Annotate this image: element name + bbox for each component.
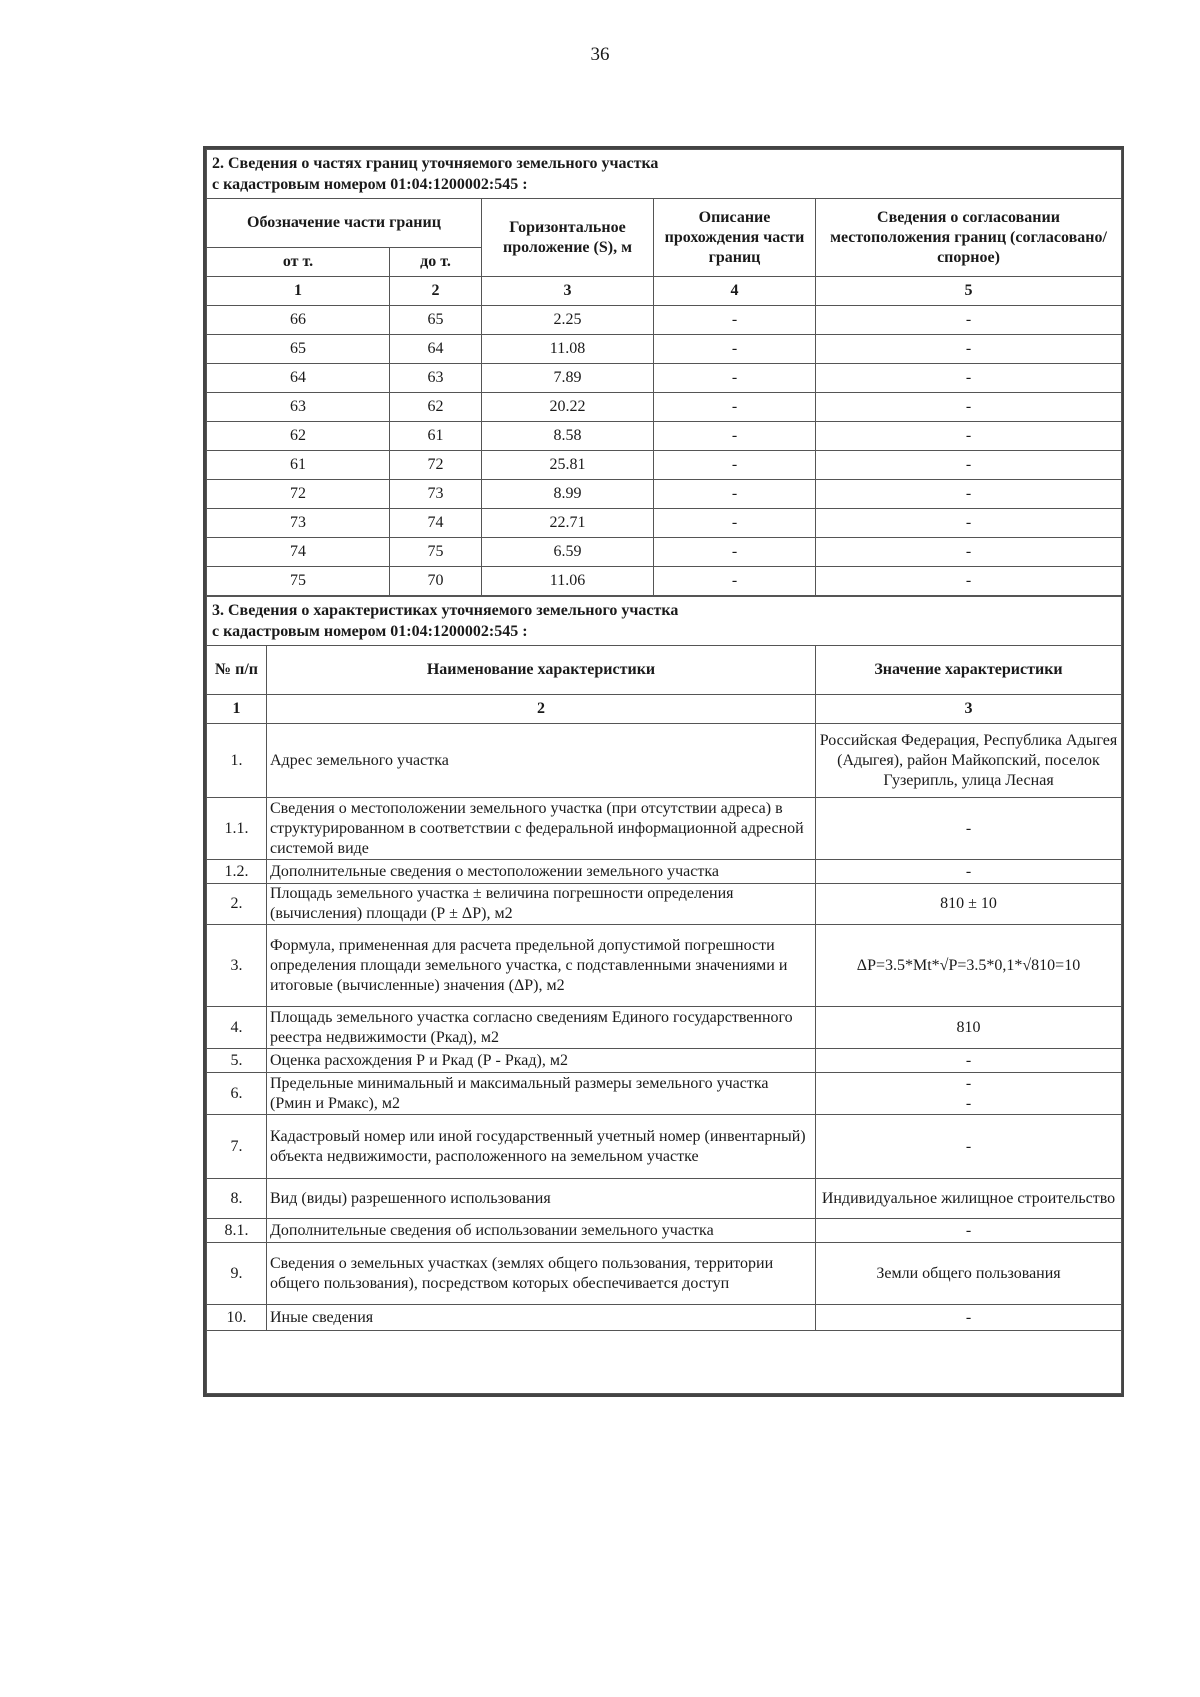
table-cell: 75 — [390, 538, 482, 567]
table-cell: 8.99 — [482, 480, 654, 509]
item-name: Адрес земельного участка — [267, 724, 816, 798]
table-cell: - — [654, 422, 816, 451]
item-name: Вид (виды) разрешенного использования — [267, 1179, 816, 1219]
item-number: 6. — [207, 1073, 267, 1115]
table-cell: 25.81 — [482, 451, 654, 480]
table-cell: - — [816, 306, 1122, 335]
list-item — [207, 925, 1122, 1007]
table-cell: 22.71 — [482, 509, 654, 538]
table-cell: - — [816, 538, 1122, 567]
item-name: Сведения о местоположении земельного участка (при отсутствии адреса) в структурированном в соответствии с федеральной информационной адресной системой виде — [267, 798, 816, 860]
list-item — [207, 884, 1122, 925]
table-cell: - — [816, 509, 1122, 538]
table-row — [207, 422, 1122, 451]
table-cell: 63 — [390, 364, 482, 393]
table-cell: 66 — [207, 306, 390, 335]
item-value: 810 — [816, 1007, 1122, 1049]
section3-title: 3. Сведения о характеристиках уточняемого земельного участка с кадастровым номером 01:04:1200002:545 : — [207, 597, 1122, 646]
table-cell: - — [816, 480, 1122, 509]
item-value: Земли общего пользования — [816, 1243, 1122, 1305]
table-cell: - — [654, 306, 816, 335]
table-cell: 11.08 — [482, 335, 654, 364]
table-row — [207, 335, 1122, 364]
list-item — [207, 1219, 1122, 1243]
item-name: Кадастровый номер или иной государственный учетный номер (инвентарный) объекта недвижимости, расположенного на земельном участке — [267, 1115, 816, 1179]
item-value: - — [816, 1305, 1122, 1331]
item-number: 10. — [207, 1305, 267, 1331]
list-item — [207, 1073, 1122, 1115]
item-value: - — [816, 1049, 1122, 1073]
list-item — [207, 724, 1122, 798]
table-cell: 63 — [207, 393, 390, 422]
header-from: от т. — [207, 248, 390, 277]
item-number: 2. — [207, 884, 267, 925]
page-number: 36 — [590, 44, 610, 65]
item-number: 3. — [207, 925, 267, 1007]
header-designation: Обозначение части границ — [207, 199, 482, 248]
list-item — [207, 1179, 1122, 1219]
table-cell: 61 — [390, 422, 482, 451]
table-cell: 72 — [207, 480, 390, 509]
table-cell: - — [816, 335, 1122, 364]
table-cell: 74 — [207, 538, 390, 567]
item-name: Площадь земельного участка согласно сведениям Единого государственного реестра недвижимости (Ркад), м2 — [267, 1007, 816, 1049]
item-number: 1.1. — [207, 798, 267, 860]
item-value: 810 ± 10 — [816, 884, 1122, 925]
header-horizontal: Горизонтальное проложение (S), м — [482, 199, 654, 277]
table-cell: 70 — [390, 567, 482, 596]
table-cell: - — [654, 451, 816, 480]
table-row — [207, 480, 1122, 509]
item-name: Площадь земельного участка ± величина погрешности определения (вычисления) площади (Р ± ΔР), м2 — [267, 884, 816, 925]
item-number: 8.1. — [207, 1219, 267, 1243]
table-cell: 20.22 — [482, 393, 654, 422]
table-cell: - — [816, 393, 1122, 422]
table-row — [207, 393, 1122, 422]
table-cell: - — [816, 567, 1122, 596]
table-cell: 61 — [207, 451, 390, 480]
list-item — [207, 1049, 1122, 1073]
section3-table — [206, 596, 1122, 1394]
table-cell: 7.89 — [482, 364, 654, 393]
table-cell: 74 — [390, 509, 482, 538]
item-value: - — [816, 860, 1122, 884]
table-cell: - — [816, 364, 1122, 393]
table-row — [207, 538, 1122, 567]
item-number: 5. — [207, 1049, 267, 1073]
item-value — [816, 1073, 1122, 1115]
item-value-line: - — [965, 1094, 972, 1112]
header-description: Описание прохождения части границ — [654, 199, 816, 277]
table-cell: - — [654, 364, 816, 393]
item-number: 4. — [207, 1007, 267, 1049]
table-row — [207, 306, 1122, 335]
header-name: Наименование характеристики — [267, 646, 816, 695]
list-item — [207, 1115, 1122, 1179]
item-value: - — [816, 798, 1122, 860]
document-table — [203, 146, 1124, 1397]
item-number: 7. — [207, 1115, 267, 1179]
item-name: Иные сведения — [267, 1305, 816, 1331]
list-item — [207, 1007, 1122, 1049]
table-cell: 75 — [207, 567, 390, 596]
item-name: Дополнительные сведения об использовании земельного участка — [267, 1219, 816, 1243]
table-cell: - — [654, 393, 816, 422]
table-cell: 64 — [390, 335, 482, 364]
item-number: 8. — [207, 1179, 267, 1219]
empty-footer-row — [207, 1331, 1122, 1394]
table-row — [207, 451, 1122, 480]
table-cell: - — [654, 509, 816, 538]
header-value: Значение характеристики — [816, 646, 1122, 695]
item-name: Сведения о земельных участках (землях общего пользования, территории общего пользования), посредством которых обеспечивается доступ — [267, 1243, 816, 1305]
item-value: ΔР=3.5*Mt*√Р=3.5*0,1*√810=10 — [816, 925, 1122, 1007]
item-name: Оценка расхождения Р и Ркад (Р - Ркад), м2 — [267, 1049, 816, 1073]
table-cell: 73 — [207, 509, 390, 538]
header-agreement: Сведения о согласовании местоположения границ (согласовано/спорное) — [816, 199, 1122, 277]
item-number: 9. — [207, 1243, 267, 1305]
item-value: Индивидуальное жилищное строительство — [816, 1179, 1122, 1219]
item-name: Формула, примененная для расчета предельной допустимой погрешности определения площади земельного участка, с подставленными значениями и итоговые (вычисленные) значения (ΔР), м2 — [267, 925, 816, 1007]
table-cell: 64 — [207, 364, 390, 393]
table-cell: 8.58 — [482, 422, 654, 451]
section2-title: 2. Сведения о частях границ уточняемого земельного участка с кадастровым номером 01:04:1200002:545 : — [207, 150, 1122, 199]
list-item — [207, 1243, 1122, 1305]
header-num: № п/п — [207, 646, 267, 695]
table-cell: 6.59 — [482, 538, 654, 567]
table-cell: 11.06 — [482, 567, 654, 596]
table-cell: 62 — [390, 393, 482, 422]
item-value: - — [816, 1219, 1122, 1243]
table-cell: - — [654, 335, 816, 364]
table-cell: 2.25 — [482, 306, 654, 335]
table-cell: 62 — [207, 422, 390, 451]
column-numbers-row: 1 2 3 — [207, 695, 1122, 724]
table-cell: - — [654, 538, 816, 567]
table-cell: 72 — [390, 451, 482, 480]
table-cell: - — [654, 480, 816, 509]
table-row — [207, 509, 1122, 538]
table-cell: - — [816, 422, 1122, 451]
item-number: 1. — [207, 724, 267, 798]
column-numbers-row: 1 2 3 4 5 — [207, 277, 1122, 306]
table-cell: - — [816, 451, 1122, 480]
table-cell: 65 — [207, 335, 390, 364]
list-item — [207, 798, 1122, 860]
table-cell: 73 — [390, 480, 482, 509]
item-number: 1.2. — [207, 860, 267, 884]
item-value: - — [816, 1115, 1122, 1179]
item-value-line: - — [965, 1074, 972, 1092]
table-cell: - — [654, 567, 816, 596]
item-value: Российская Федерация, Республика Адыгея (Адыгея), район Майкопский, поселок Гузерипль, улица Лесная — [816, 724, 1122, 798]
item-name: Дополнительные сведения о местоположении земельного участка — [267, 860, 816, 884]
header-to: до т. — [390, 248, 482, 277]
section2-table — [206, 149, 1122, 596]
table-row — [207, 567, 1122, 596]
list-item — [207, 1305, 1122, 1331]
item-name: Предельные минимальный и максимальный размеры земельного участка (Рмин и Рмакс), м2 — [267, 1073, 816, 1115]
table-row — [207, 364, 1122, 393]
table-cell: 65 — [390, 306, 482, 335]
list-item — [207, 860, 1122, 884]
